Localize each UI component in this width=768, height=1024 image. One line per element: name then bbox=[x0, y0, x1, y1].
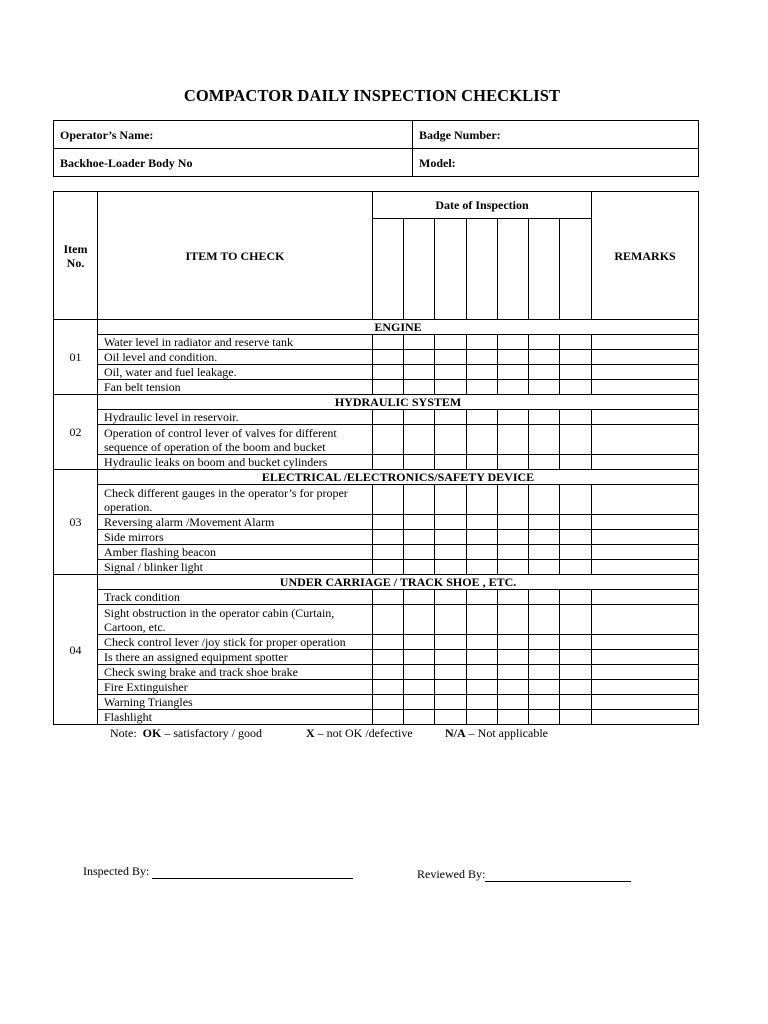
date-column-cell[interactable] bbox=[435, 219, 467, 320]
date-check-cell[interactable] bbox=[373, 560, 404, 575]
date-check-cell[interactable] bbox=[498, 710, 529, 725]
date-check-cell[interactable] bbox=[467, 590, 498, 605]
date-check-cell[interactable] bbox=[560, 425, 592, 455]
date-check-cell[interactable] bbox=[467, 710, 498, 725]
date-check-cell[interactable] bbox=[498, 695, 529, 710]
date-check-cell[interactable] bbox=[529, 380, 560, 395]
date-check-cell[interactable] bbox=[373, 710, 404, 725]
note-prefix: Note: bbox=[110, 726, 137, 740]
checklist-row bbox=[54, 410, 699, 425]
x-code: X bbox=[306, 726, 315, 740]
date-check-cell[interactable] bbox=[404, 410, 435, 425]
remarks-cell[interactable] bbox=[592, 680, 699, 695]
reviewed-by-label: Reviewed By: bbox=[417, 867, 486, 881]
date-check-cell[interactable] bbox=[467, 680, 498, 695]
date-check-cell[interactable] bbox=[560, 515, 592, 530]
checklist-row bbox=[54, 710, 699, 725]
date-check-cell[interactable] bbox=[404, 545, 435, 560]
checklist-row bbox=[54, 635, 699, 650]
date-check-cell[interactable] bbox=[467, 515, 498, 530]
item-number: 01 bbox=[54, 320, 98, 395]
date-check-cell[interactable] bbox=[529, 590, 560, 605]
date-check-cell[interactable] bbox=[467, 695, 498, 710]
ok-description: – satisfactory / good bbox=[164, 726, 262, 740]
date-check-cell[interactable] bbox=[467, 650, 498, 665]
checklist-row bbox=[54, 605, 699, 635]
check-item-label: Operation of control lever of valves for different sequence of operation of the boom and bucket bbox=[98, 425, 373, 455]
date-check-cell[interactable] bbox=[467, 455, 498, 470]
checklist-row bbox=[54, 455, 699, 470]
date-check-cell[interactable] bbox=[560, 695, 592, 710]
date-check-cell[interactable] bbox=[467, 380, 498, 395]
date-check-cell[interactable] bbox=[467, 350, 498, 365]
date-check-cell[interactable] bbox=[404, 350, 435, 365]
date-check-cell[interactable] bbox=[467, 635, 498, 650]
date-check-cell[interactable] bbox=[529, 545, 560, 560]
date-check-cell[interactable] bbox=[498, 335, 529, 350]
body-number-field[interactable]: Backhoe-Loader Body No bbox=[54, 149, 413, 177]
inspected-by-signature-line[interactable] bbox=[152, 864, 353, 879]
check-item-label: Hydraulic leaks on boom and bucket cylinders bbox=[98, 455, 373, 470]
date-check-cell[interactable] bbox=[560, 560, 592, 575]
remarks-cell[interactable] bbox=[592, 410, 699, 425]
check-item-label: Is there an assigned equipment spotter bbox=[98, 650, 373, 665]
date-check-cell[interactable] bbox=[529, 530, 560, 545]
date-check-cell[interactable] bbox=[435, 530, 467, 545]
date-check-cell[interactable] bbox=[467, 665, 498, 680]
check-item-label: Oil level and condition. bbox=[98, 350, 373, 365]
date-check-cell[interactable] bbox=[498, 530, 529, 545]
check-item-label: Check swing brake and track shoe brake bbox=[98, 665, 373, 680]
date-check-cell[interactable] bbox=[529, 635, 560, 650]
date-check-cell[interactable] bbox=[529, 365, 560, 380]
date-check-cell[interactable] bbox=[404, 335, 435, 350]
date-check-cell[interactable] bbox=[435, 425, 467, 455]
check-item-label: Warning Triangles bbox=[98, 695, 373, 710]
date-check-cell[interactable] bbox=[435, 680, 467, 695]
remarks-cell[interactable] bbox=[592, 380, 699, 395]
remarks-cell[interactable] bbox=[592, 365, 699, 380]
section-title: ENGINE bbox=[98, 320, 699, 335]
date-check-cell[interactable] bbox=[435, 695, 467, 710]
check-item-label: Signal / blinker light bbox=[98, 560, 373, 575]
remarks-cell[interactable] bbox=[592, 650, 699, 665]
date-check-cell[interactable] bbox=[498, 665, 529, 680]
section-row bbox=[54, 470, 699, 485]
checklist-row bbox=[54, 515, 699, 530]
date-check-cell[interactable] bbox=[373, 605, 404, 635]
section-row bbox=[54, 320, 699, 335]
item-number: 02 bbox=[54, 395, 98, 470]
date-check-cell[interactable] bbox=[498, 560, 529, 575]
date-check-cell[interactable] bbox=[560, 590, 592, 605]
inspected-by-label: Inspected By: bbox=[83, 864, 150, 878]
date-check-cell[interactable] bbox=[529, 335, 560, 350]
date-check-cell[interactable] bbox=[529, 425, 560, 455]
date-check-cell[interactable] bbox=[560, 365, 592, 380]
date-check-cell[interactable] bbox=[529, 695, 560, 710]
date-check-cell[interactable] bbox=[498, 590, 529, 605]
date-check-cell[interactable] bbox=[498, 350, 529, 365]
date-check-cell[interactable] bbox=[435, 560, 467, 575]
remarks-cell[interactable] bbox=[592, 665, 699, 680]
date-check-cell[interactable] bbox=[373, 335, 404, 350]
date-check-cell[interactable] bbox=[560, 380, 592, 395]
date-check-cell[interactable] bbox=[498, 485, 529, 515]
date-check-cell[interactable] bbox=[435, 650, 467, 665]
date-check-cell[interactable] bbox=[404, 515, 435, 530]
check-item-label: Water level in radiator and reserve tank bbox=[98, 335, 373, 350]
date-check-cell[interactable] bbox=[467, 425, 498, 455]
date-check-cell[interactable] bbox=[498, 410, 529, 425]
na-description: – Not applicable bbox=[468, 726, 548, 740]
check-item-label: Fire Extinguisher bbox=[98, 680, 373, 695]
date-check-cell[interactable] bbox=[467, 545, 498, 560]
date-check-cell[interactable] bbox=[373, 680, 404, 695]
date-check-cell[interactable] bbox=[529, 650, 560, 665]
check-item-label: Flashlight bbox=[98, 710, 373, 725]
date-check-cell[interactable] bbox=[435, 335, 467, 350]
date-check-cell[interactable] bbox=[467, 485, 498, 515]
date-check-cell[interactable] bbox=[498, 365, 529, 380]
date-check-cell[interactable] bbox=[498, 605, 529, 635]
date-check-cell[interactable] bbox=[560, 605, 592, 635]
date-check-cell[interactable] bbox=[560, 545, 592, 560]
date-check-cell[interactable] bbox=[373, 515, 404, 530]
page-title: COMPACTOR DAILY INSPECTION CHECKLIST bbox=[183, 86, 561, 105]
date-check-cell[interactable] bbox=[529, 350, 560, 365]
checklist-row bbox=[54, 335, 699, 350]
model-field[interactable]: Model: bbox=[413, 149, 699, 177]
remarks-cell[interactable] bbox=[592, 335, 699, 350]
date-check-cell[interactable] bbox=[560, 680, 592, 695]
date-check-cell[interactable] bbox=[404, 590, 435, 605]
date-check-cell[interactable] bbox=[435, 710, 467, 725]
date-check-cell[interactable] bbox=[373, 485, 404, 515]
date-check-cell[interactable] bbox=[467, 560, 498, 575]
date-check-cell[interactable] bbox=[560, 710, 592, 725]
remarks-cell[interactable] bbox=[592, 515, 699, 530]
date-check-cell[interactable] bbox=[560, 530, 592, 545]
checklist-row bbox=[54, 350, 699, 365]
remarks-cell[interactable] bbox=[592, 590, 699, 605]
header-row bbox=[54, 192, 699, 219]
reviewed-by-block bbox=[417, 867, 631, 882]
date-check-cell[interactable] bbox=[373, 380, 404, 395]
date-column-cell[interactable] bbox=[404, 219, 435, 320]
checklist-row bbox=[54, 650, 699, 665]
date-check-cell[interactable] bbox=[560, 485, 592, 515]
checklist-row bbox=[54, 680, 699, 695]
date-check-cell[interactable] bbox=[404, 560, 435, 575]
remarks-cell[interactable] bbox=[592, 710, 699, 725]
date-check-cell[interactable] bbox=[373, 350, 404, 365]
checklist-row bbox=[54, 380, 699, 395]
item-number: 03 bbox=[54, 470, 98, 575]
date-check-cell[interactable] bbox=[404, 665, 435, 680]
date-check-cell[interactable] bbox=[435, 515, 467, 530]
date-check-cell[interactable] bbox=[404, 380, 435, 395]
section-row bbox=[54, 395, 699, 410]
date-check-cell[interactable] bbox=[435, 665, 467, 680]
date-check-cell[interactable] bbox=[373, 650, 404, 665]
checklist-row bbox=[54, 590, 699, 605]
section-title: UNDER CARRIAGE / TRACK SHOE , ETC. bbox=[98, 575, 699, 590]
remarks-cell[interactable] bbox=[592, 560, 699, 575]
date-check-cell[interactable] bbox=[373, 425, 404, 455]
checklist-row bbox=[54, 365, 699, 380]
remarks-cell[interactable] bbox=[592, 530, 699, 545]
date-check-cell[interactable] bbox=[560, 665, 592, 680]
date-check-cell[interactable] bbox=[529, 410, 560, 425]
date-check-cell[interactable] bbox=[373, 695, 404, 710]
date-check-cell[interactable] bbox=[529, 710, 560, 725]
date-check-cell[interactable] bbox=[435, 635, 467, 650]
date-check-cell[interactable] bbox=[404, 425, 435, 455]
date-check-cell[interactable] bbox=[404, 680, 435, 695]
checklist-row bbox=[54, 665, 699, 680]
date-check-cell[interactable] bbox=[435, 350, 467, 365]
date-check-cell[interactable] bbox=[560, 455, 592, 470]
check-item-label: Track condition bbox=[98, 590, 373, 605]
date-check-cell[interactable] bbox=[467, 365, 498, 380]
checklist-row bbox=[54, 545, 699, 560]
date-check-cell[interactable] bbox=[467, 410, 498, 425]
section-title: ELECTRICAL /ELECTRONICS/SAFETY DEVICE bbox=[98, 470, 699, 485]
date-check-cell[interactable] bbox=[373, 455, 404, 470]
col-header-date-of-inspection: Date of Inspection bbox=[373, 192, 592, 219]
date-check-cell[interactable] bbox=[435, 605, 467, 635]
date-check-cell[interactable] bbox=[373, 545, 404, 560]
date-column-cell[interactable] bbox=[560, 219, 592, 320]
date-check-cell[interactable] bbox=[529, 665, 560, 680]
check-item-label: Sight obstruction in the operator cabin (Curtain, Cartoon, etc. bbox=[98, 605, 373, 635]
remarks-cell[interactable] bbox=[592, 605, 699, 635]
check-item-label: Side mirrors bbox=[98, 530, 373, 545]
date-check-cell[interactable] bbox=[467, 605, 498, 635]
date-check-cell[interactable] bbox=[435, 455, 467, 470]
section-title: HYDRAULIC SYSTEM bbox=[98, 395, 699, 410]
remarks-cell[interactable] bbox=[592, 455, 699, 470]
date-check-cell[interactable] bbox=[404, 635, 435, 650]
date-check-cell[interactable] bbox=[529, 560, 560, 575]
date-column-cell[interactable] bbox=[467, 219, 498, 320]
col-header-item-no: Item No. bbox=[54, 192, 98, 320]
date-check-cell[interactable] bbox=[529, 455, 560, 470]
checklist-row bbox=[54, 695, 699, 710]
date-check-cell[interactable] bbox=[498, 515, 529, 530]
date-check-cell[interactable] bbox=[404, 530, 435, 545]
date-check-cell[interactable] bbox=[435, 410, 467, 425]
remarks-cell[interactable] bbox=[592, 425, 699, 455]
checklist-row bbox=[54, 560, 699, 575]
check-item-label: Oil, water and fuel leakage. bbox=[98, 365, 373, 380]
date-check-cell[interactable] bbox=[560, 635, 592, 650]
date-check-cell[interactable] bbox=[404, 710, 435, 725]
date-check-cell[interactable] bbox=[529, 485, 560, 515]
inspected-by-block bbox=[83, 864, 353, 879]
date-check-cell[interactable] bbox=[560, 410, 592, 425]
date-check-cell[interactable] bbox=[404, 650, 435, 665]
date-check-cell[interactable] bbox=[435, 485, 467, 515]
date-check-cell[interactable] bbox=[498, 650, 529, 665]
checklist-row bbox=[54, 485, 699, 515]
section-row bbox=[54, 575, 699, 590]
reviewed-by-signature-line[interactable] bbox=[485, 867, 631, 882]
date-check-cell[interactable] bbox=[560, 650, 592, 665]
legend-note bbox=[110, 726, 548, 741]
date-check-cell[interactable] bbox=[498, 455, 529, 470]
x-description: – not OK /defective bbox=[317, 726, 413, 740]
date-check-cell[interactable] bbox=[560, 350, 592, 365]
date-check-cell[interactable] bbox=[560, 335, 592, 350]
date-check-cell[interactable] bbox=[435, 590, 467, 605]
date-check-cell[interactable] bbox=[373, 410, 404, 425]
col-header-item-to-check: ITEM TO CHECK bbox=[98, 192, 373, 320]
date-check-cell[interactable] bbox=[404, 695, 435, 710]
date-check-cell[interactable] bbox=[498, 680, 529, 695]
date-check-cell[interactable] bbox=[404, 485, 435, 515]
date-check-cell[interactable] bbox=[435, 545, 467, 560]
check-item-label: Fan belt tension bbox=[98, 380, 373, 395]
operator-info-table bbox=[53, 120, 699, 177]
date-check-cell[interactable] bbox=[373, 635, 404, 650]
remarks-cell[interactable] bbox=[592, 350, 699, 365]
remarks-cell[interactable] bbox=[592, 695, 699, 710]
date-check-cell[interactable] bbox=[404, 365, 435, 380]
date-check-cell[interactable] bbox=[373, 665, 404, 680]
remarks-cell[interactable] bbox=[592, 485, 699, 515]
date-check-cell[interactable] bbox=[435, 380, 467, 395]
date-check-cell[interactable] bbox=[435, 365, 467, 380]
col-header-remarks: REMARKS bbox=[592, 192, 699, 320]
remarks-cell[interactable] bbox=[592, 635, 699, 650]
date-check-cell[interactable] bbox=[498, 545, 529, 560]
date-column-cell[interactable] bbox=[529, 219, 560, 320]
badge-number-field[interactable]: Badge Number: bbox=[413, 121, 699, 149]
inspection-checklist-table bbox=[53, 191, 699, 725]
operator-name-field[interactable]: Operator’s Name: bbox=[54, 121, 413, 149]
check-item-label: Check different gauges in the operator’s for proper operation. bbox=[98, 485, 373, 515]
ok-code: OK bbox=[142, 726, 162, 740]
date-check-cell[interactable] bbox=[529, 680, 560, 695]
na-code: N/A bbox=[445, 726, 466, 740]
check-item-label: Check control lever /joy stick for proper operation bbox=[98, 635, 373, 650]
date-check-cell[interactable] bbox=[373, 530, 404, 545]
date-check-cell[interactable] bbox=[373, 365, 404, 380]
check-item-label: Hydraulic level in reservoir. bbox=[98, 410, 373, 425]
date-check-cell[interactable] bbox=[467, 530, 498, 545]
remarks-cell[interactable] bbox=[592, 545, 699, 560]
check-item-label: Amber flashing beacon bbox=[98, 545, 373, 560]
date-check-cell[interactable] bbox=[529, 515, 560, 530]
checklist-row bbox=[54, 530, 699, 545]
item-number: 04 bbox=[54, 575, 98, 725]
date-check-cell[interactable] bbox=[498, 380, 529, 395]
date-column-cell[interactable] bbox=[498, 219, 529, 320]
date-check-cell[interactable] bbox=[373, 590, 404, 605]
date-check-cell[interactable] bbox=[404, 605, 435, 635]
date-check-cell[interactable] bbox=[467, 335, 498, 350]
date-check-cell[interactable] bbox=[498, 635, 529, 650]
date-check-cell[interactable] bbox=[404, 455, 435, 470]
date-column-cell[interactable] bbox=[373, 219, 404, 320]
check-item-label: Reversing alarm /Movement Alarm bbox=[98, 515, 373, 530]
date-check-cell[interactable] bbox=[498, 425, 529, 455]
checklist-row bbox=[54, 425, 699, 455]
date-check-cell[interactable] bbox=[529, 605, 560, 635]
